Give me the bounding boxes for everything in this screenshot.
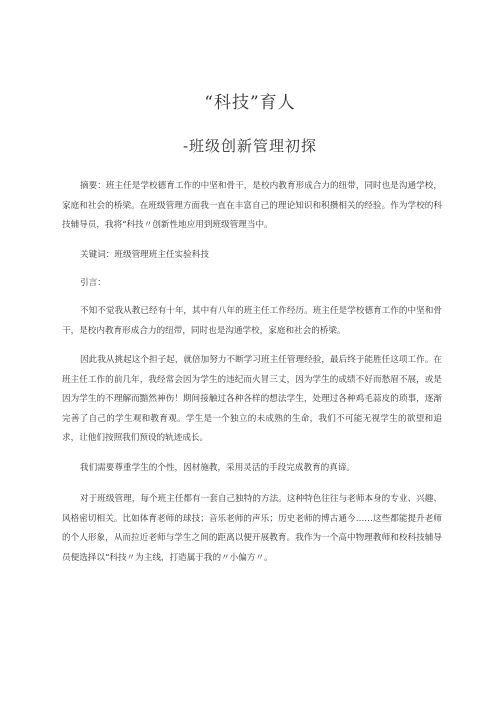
- intro-label: 引言：: [80, 278, 106, 288]
- body-paragraph-4: 对于班级管理，每个班主任都有一套自己独特的方法。这种特色往往与老师本身的专业、兴趣、风格密切相关。比如体育老师的球技；音乐老师的声乐；历史老师的博古通今……这些都能提升老师的个人形象，从而拉近老师与学生之间的距离以便开展教育。我作为一个高中物理教师和校科技辅导员便选择以“科技〃为主线，打造属于我的〃小偏方〃。: [62, 494, 442, 563]
- document-subtitle: -班级创新管理初探: [182, 137, 318, 155]
- abstract-paragraph: 摘要：班主任是学校德育工作的中坚和骨干，是校内教育形成合力的纽带，同时也是沟通学校，家庭和社会的桥梁。在班级管理方面我一直在丰富自己的理论知识和积攒相关的经验。作为学校的科技辅导员，我将“科技〃创新性地应用到班级管理当中。: [62, 181, 442, 230]
- body-paragraph-3: 我们需要尊重学生的个性，因材施教，采用灵活的手段完成教育的真谛。: [80, 463, 356, 473]
- body-paragraph-2: 因此我从挑起这个担子起，就倍加努力不断学习班主任管理经验，最后终于能胜任这项工作。在班主任工作的前几年，我经常会因为学生的违纪而火冒三丈，因为学生的成绩不好而愁眉不展，或是因为学生的不理解而黯然神伤！期间接触过各种各样的想法学生，处理过各种鸡毛蒜皮的琐事，逐渐完善了自己的学生观和教育观。学生是一个独立的未成熟的生命，我们不可能无视学生的欲望和追求，让他们按照我们预设的轨迹成长。: [62, 355, 442, 443]
- keywords-paragraph: 关键词：班级管理班主任实验科技: [80, 250, 209, 260]
- body-paragraph-1: 不知不觉我从教已经有十年，其中有八年的班主任工作经历。班主任是学校德育工作的中坚和骨干，是校内教育形成合力的纽带，同时也是沟通学校，家庭和社会的桥梁。: [62, 306, 442, 336]
- document-title: “科技”育人: [204, 93, 296, 113]
